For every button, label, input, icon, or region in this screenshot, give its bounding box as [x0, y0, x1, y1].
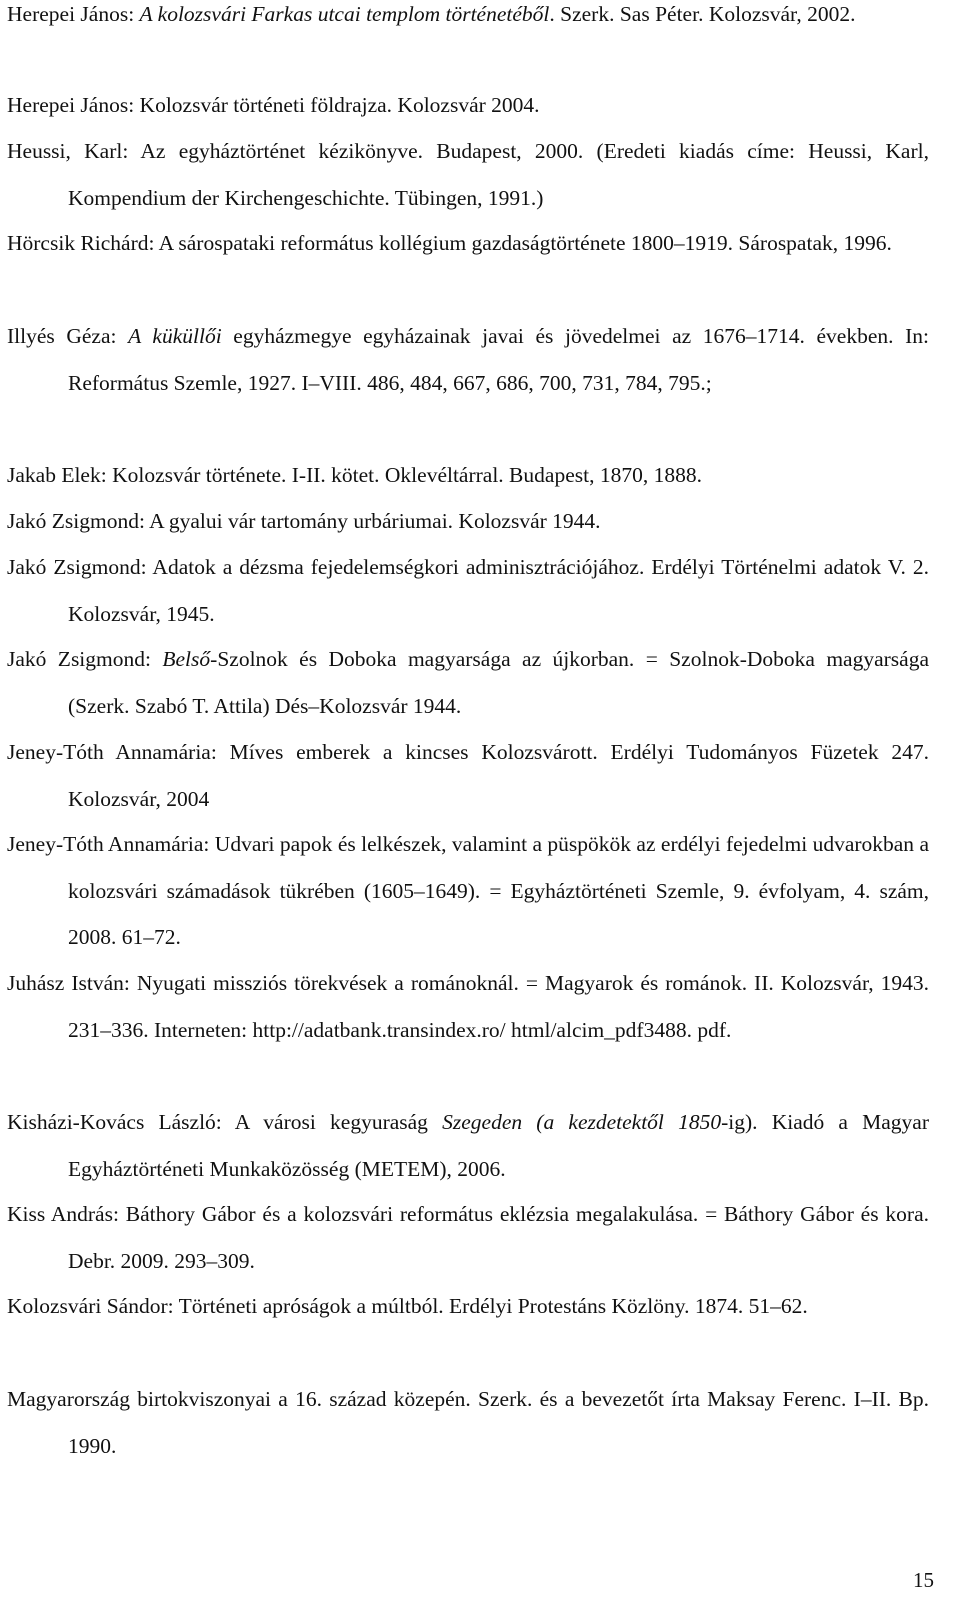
page-number: 15 — [913, 1568, 934, 1592]
entry-text: . Szerk. Sas Péter. Kolozsvár, 2002. — [549, 2, 856, 26]
bibliography-entry — [7, 498, 929, 545]
entry-text: Hörcsik Richárd: A sárospataki református kollégium gazdaságtörténete 1800–1919. Sárospatak, 1996. — [7, 231, 892, 255]
entry-text: Magyarország birtokviszonyai a 16. század közepén. Szerk. és a bevezetőt írta Maksay Ferenc. I–II. Bp. 1990. — [7, 1387, 929, 1458]
entry-text: Illyés Géza: — [7, 324, 129, 348]
entry-text: Kolozsvári Sándor: Történeti apróságok a múltból. Erdélyi Protestáns Közlöny. 1874. 51–62. — [7, 1294, 808, 1318]
entry-text: Jakó Zsigmond: A gyalui vár tartomány urbáriumai. Kolozsvár 1944. — [7, 509, 601, 533]
bibliography-entry — [7, 1376, 929, 1469]
entry-text: egyházmegye egyházainak javai és jövedelmei az 1676–1714. években. In: Református Szemle, 1927. I–VIII. 486, 484, 667, 686, 700, 731, 784, 795.; — [68, 324, 929, 395]
entry-text: -ig). Kiadó a Magyar Egyháztörténeti Munkaközösség (METEM), 2006. — [68, 1110, 930, 1181]
bibliography-entry — [7, 313, 929, 406]
bibliography-entry — [7, 1099, 929, 1192]
entry-text: Kisházi-Kovács László: A városi kegyuraság — [7, 1110, 443, 1134]
entry-italic-text: A küküllői — [128, 324, 222, 348]
entry-text: Herepei János: — [7, 2, 140, 26]
entry-italic-text: Szegeden (a kezdetektől 1850 — [442, 1110, 722, 1134]
entry-text: Heussi, Karl: Az egyháztörténet kézikönyve. Budapest, 2000. (Eredeti kiadás címe: Heussi, Karl, Kompendium der Kirchengeschichte. Tübingen, 1991.) — [7, 139, 929, 210]
entry-italic-text: Belső — [162, 647, 211, 671]
entry-text: Jakó Zsigmond: Adatok a dézsma fejedelemségkori adminisztrációjához. Erdélyi Történelmi adatok V. 2. Kolozsvár, 1945. — [7, 555, 929, 626]
entry-text: -Szolnok és Doboka magyarsága az újkorban. = Szolnok-Doboka magyarsága (Szerk. Szabó T. Attila) Dés–Kolozsvár 1944. — [68, 647, 929, 718]
bibliography-entry — [7, 452, 929, 499]
bibliography-entry — [7, 128, 929, 221]
entry-text: Jeney-Tóth Annamária: Míves emberek a kincses Kolozsvárott. Erdélyi Tudományos Füzetek 247. Kolozsvár, 2004 — [7, 740, 929, 811]
bibliography-entry — [7, 220, 929, 267]
bibliography-entry — [7, 1283, 929, 1330]
entry-text: Juhász István: Nyugati missziós törekvések a románoknál. = Magyarok és románok. II. Kolozsvár, 1943. 231–336. Interneten: http://adatbank.transindex.ro/ html/alcim_pdf3488. pdf. — [7, 971, 929, 1042]
bibliography-entry — [7, 636, 929, 729]
bibliography-entry — [7, 544, 929, 637]
entry-text: Jakó Zsigmond: — [7, 647, 163, 671]
entry-text: Kiss András: Báthory Gábor és a kolozsvári református eklézsia megalakulása. = Báthory Gábor és kora. Debr. 2009. 293–309. — [7, 1202, 929, 1273]
bibliography-entry — [7, 960, 929, 1053]
bibliography-entry — [7, 82, 929, 129]
entry-text: Jakab Elek: Kolozsvár története. I-II. kötet. Oklevéltárral. Budapest, 1870, 1888. — [7, 463, 702, 487]
bibliography-entry — [7, 1191, 929, 1284]
entry-italic-text: A kolozsvári Farkas utcai templom történetéből — [139, 2, 550, 26]
bibliography-entry — [7, 821, 929, 961]
bibliography-entry — [7, 0, 929, 38]
entry-text: Jeney-Tóth Annamária: Udvari papok és lelkészek, valamint a püspökök az erdélyi fejedelmi udvarokban a kolozsvári számadások tükrében (1605–1649). = Egyháztörténeti Szemle, 9. évfolyam, 4. szám, 2008. 61–72. — [7, 832, 929, 949]
entry-text: Herepei János: Kolozsvár történeti földrajza. Kolozsvár 2004. — [7, 93, 540, 117]
bibliography-entry — [7, 729, 929, 822]
